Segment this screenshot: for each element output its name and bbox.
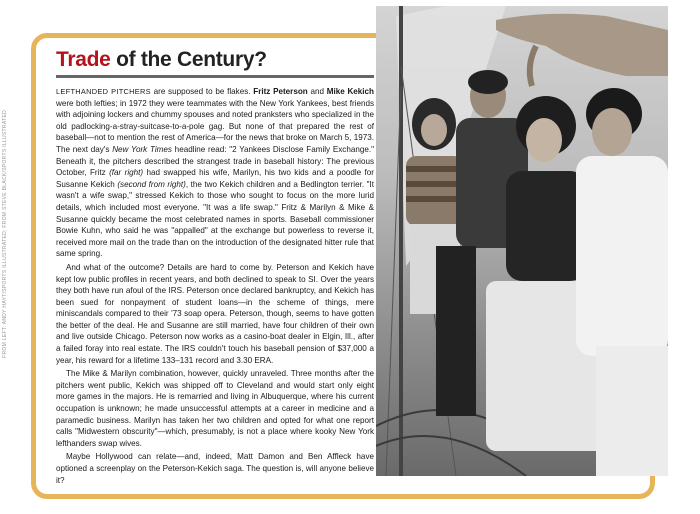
paragraph-text: were both lefties; in 1972 they were teammates with the New York Yankees, best friends with adjoining lockers and chummy spouses and noted pranksters who specialized in the old padlocking-a-stray-suitcase-to-a-pole gag. But none of that prepared the rest of baseball—not to mention the rest of America—for the news that broke on March 5, 1973. The next day's [56, 98, 374, 154]
article-paragraph [56, 368, 374, 449]
article-paragraph [56, 451, 374, 486]
paragraph-text: are supposed to be flakes. [150, 87, 254, 96]
paragraph-text: , the two Kekich children and a Bedlington terrier. "It wasn't a wife swap," stressed Kekich to those who sought to focus on the more lurid details, which included most everyone. "It was a life swap." Fritz & Marilyn & Mike & Susanne quickly became the most celebrated names in sports. Baseball commissioner Bowie Kuhn, who said he was "appalled" at the exchange but powerless to reverse it, received more mail on the trade than on the introduction of the designated hitter rule that same spring. [56, 179, 374, 259]
paragraph-text: and [307, 87, 327, 96]
title-accent: Trade [56, 48, 111, 71]
sailboat-photo [376, 6, 668, 476]
paragraph-text: (second from right) [117, 179, 186, 189]
paragraph-text: Fritz Peterson [253, 87, 308, 96]
article-body [56, 86, 374, 486]
title-rest: of the Century? [110, 48, 267, 71]
paragraph-text: had swapped his wife, Marilyn, his two kids and a poodle for Susanne Kekich [56, 168, 374, 189]
article-title [56, 48, 374, 72]
paragraph-text: The Mike & Marilyn combination, however, quickly unraveled. Three months after the pitchers went public, Kekich was shipped off to Cleveland and would start only eight more games in the majors. He is remarried and living in Albuquerque, where his current occupation is unknown; he made unsuccessful attempts at a career in medicine and a paramedic business. Marilyn has taken her two children and opted for what one report calls "Midwestern obscurity"—which, presumably, is not a place where kooky New York lefthanders swap wives. [56, 369, 374, 448]
photo [376, 6, 668, 476]
paragraph-text: And what of the outcome? Details are hard to come by. Peterson and Kekich have kept low public profiles in recent years, and both declined to speak to SI. Over the years they both have run afoul of the IRS. Peterson once declared bankruptcy, and Kekich has been sued for nonpayment of student loans—in the scheme of things, mere miniscandals compared to their '73 soap opera. Peterson, though, seems to have gotten the better of the deal. He and Susanne are still married, have four children of their own and live outside Chicago. Peterson now works as a casino-boat dealer in Elgin, Ill., after a failed foray into real estate. The IRS couldn't touch his baseball pension of $37,000 a year, his reward for a lifetime 133–131 record and 3.30 ERA. [56, 262, 374, 365]
paragraph-text: Mike Kekich [326, 87, 374, 96]
title-rule [56, 75, 374, 78]
article [56, 48, 374, 488]
article-paragraph [56, 86, 374, 260]
paragraph-text: New York Times [112, 144, 172, 154]
paragraph-text: headline read: "2 Yankees Disclose Family Exchange." Beneath it, the pitchers described the strangest trade in baseball history: The previous October, Fritz [56, 144, 374, 178]
paragraph-text: (far right) [109, 168, 144, 178]
photo-credit: FROM LEFT: ANDY HAYT/SPORTS ILLUSTRATED; FROM STEVE BLACK/SPORTS ILLUSTRATED [2, 110, 8, 358]
paragraph-text: LEFTHANDED PITCHERS [56, 87, 151, 96]
paragraph-text: Maybe Hollywood can relate—and, indeed, Matt Damon and Ben Affleck have optioned a screenplay on the Peterson-Kekich saga. The question is, will anyone believe it? [56, 452, 374, 485]
article-paragraph [56, 262, 374, 366]
